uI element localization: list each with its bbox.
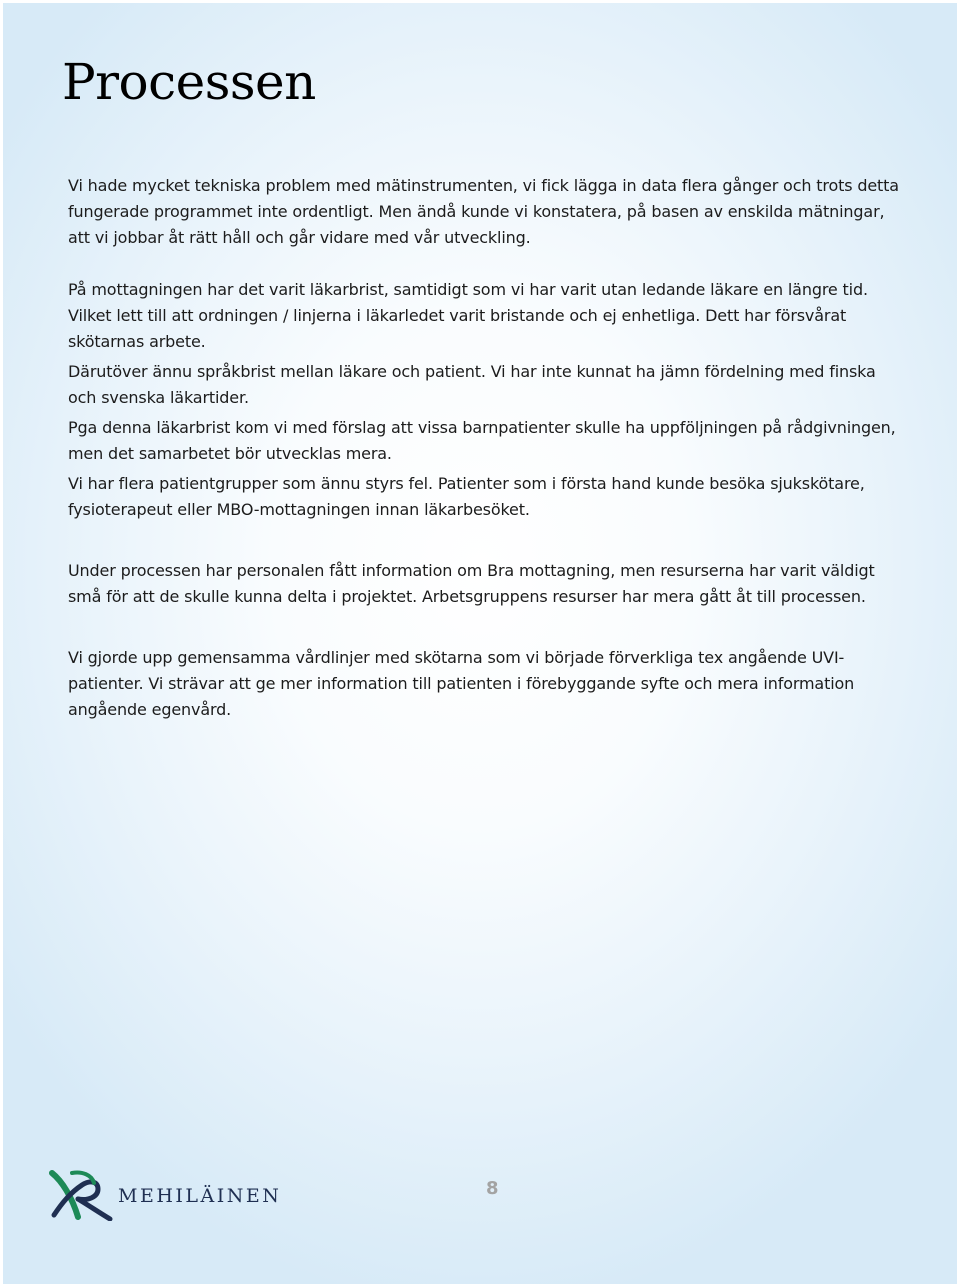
page-title: Processen [62, 53, 316, 111]
logo-wordmark: MEHILÄINEN [118, 1185, 282, 1207]
paragraph-child-patients: Pga denna läkarbrist kom vi med förslag att vissa barnpatienter skulle ha uppföljningen på rådgivningen, men det samarbetet bör utvecklas mera. [68, 418, 896, 463]
paragraph-language-barrier: Därutöver ännu språkbrist mellan läkare och patient. Vi har inte kunnat ha jämn fördelning med finska och svenska läkartider. [68, 362, 876, 407]
paragraph-staff-information: Under processen har personalen fått information om Bra mottagning, men resurserna har varit väldigt små för att de skulle kunna delta i projektet. Arbetsgruppens resurser har mera gått åt till processen. [68, 561, 875, 606]
mehilainen-emblem-icon [52, 1172, 110, 1219]
body-text [68, 173, 908, 723]
paragraph-doctor-shortage: På mottagningen har det varit läkarbrist, samtidigt som vi har varit utan ledande läkare en längre tid. Vilket lett till att ordningen / linjerna i läkarledet varit bristande och ej enhetliga. Dett har försvårat skötarnas arbete. [68, 280, 868, 351]
page-number: 8 [486, 1178, 499, 1199]
paragraph-patient-groups: Vi har flera patientgrupper som ännu styrs fel. Patienter som i första hand kunde besöka sjukskötare, fysioterapeut eller MBO-mottagningen innan läkarbesöket. [68, 474, 865, 519]
paragraph-care-guidelines: Vi gjorde upp gemensamma vårdlinjer med skötarna som vi började förverkliga tex angående UVI-patienter. Vi strävar att ge mer information till patienten i förebyggande syfte och mera information angående egenvård. [68, 648, 855, 719]
paragraph-measurement-problems: Vi hade mycket tekniska problem med mätinstrumenten, vi fick lägga in data flera gånger och trots detta fungerade programmet inte ordentligt. Men ändå kunde vi konstatera, på basen av enskilda mätningar, att vi jobbar åt rätt håll och går vidare med vår utveckling. [68, 176, 899, 247]
mehilainen-logo [48, 1167, 300, 1221]
